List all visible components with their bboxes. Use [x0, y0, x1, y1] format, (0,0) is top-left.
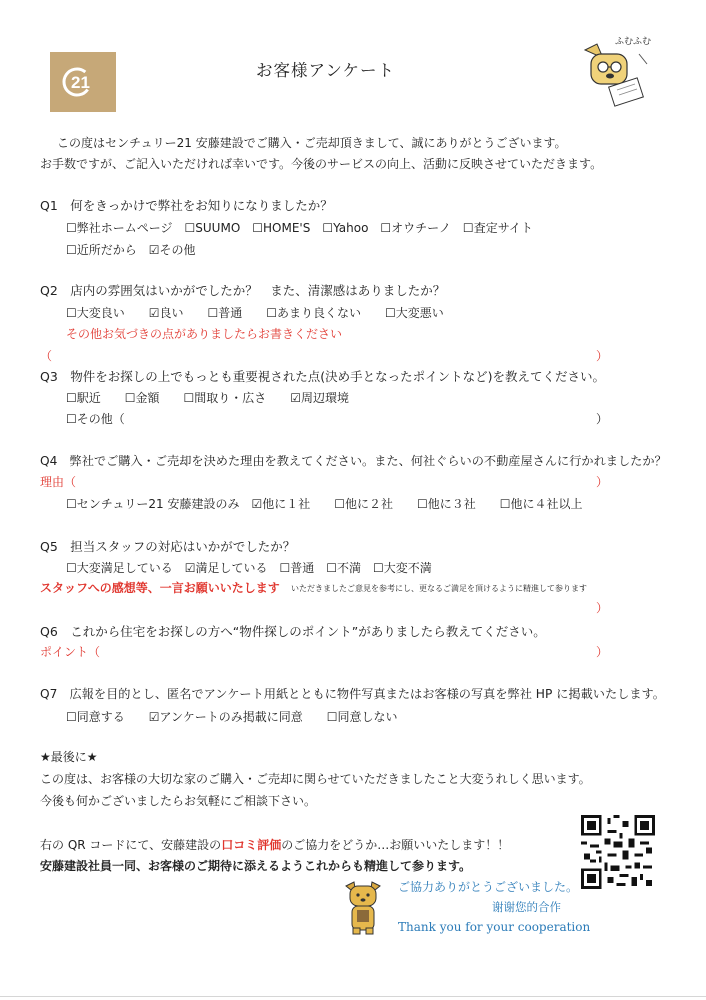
- q6-label: Q6 これから住宅をお探しの方へ“物件探しのポイント”がありましたら教えてください。: [40, 624, 546, 639]
- qr-request-post: のご協力をどうか…お願いいたします！！: [281, 838, 510, 852]
- q2-options[interactable]: ☐大変良い ☑良い ☐普通 ☐あまり良くない ☐大変悪い: [66, 306, 444, 320]
- closing-line-2: 今後も何かございましたらお気軽にご相談下さい。: [40, 794, 317, 808]
- q4-label: Q4 弊社でご購入・ご売却を決めた理由を教えてください。また、何社ぐらいの不動産屋さんに行かれましたか？: [40, 454, 667, 468]
- q5-options[interactable]: ☐大変満足している ☑満足している ☐普通 ☐不満 ☐大変不満: [66, 561, 432, 575]
- mascot-speech: ふむふむ: [615, 37, 652, 47]
- q5-label: Q5 担当スタッフの対応はいかがでしたか？: [40, 539, 296, 554]
- page-edge-line: [0, 996, 706, 997]
- q4-options[interactable]: ☐センチュリー21 安藤建設のみ ☑他に１社 ☐他に２社 ☐他に３社 ☐他に４社以上: [66, 497, 583, 511]
- q5-note: いただきましたご意見を参考にし、更なるご満足を頂けるように精進して参ります: [291, 584, 587, 593]
- thanks-english: Thank you for your cooperation: [398, 920, 591, 934]
- logo-text: 21: [71, 73, 90, 92]
- q4-paren-close: ）: [596, 475, 609, 489]
- thanks-japanese: ご協力ありがとうございました。: [398, 880, 579, 894]
- q3-options[interactable]: ☐駅近 ☐金額 ☐間取り・広さ ☑周辺環境: [66, 391, 350, 405]
- closing-heading: ★最後に★: [40, 750, 98, 764]
- q2-paren-open: （: [40, 349, 53, 363]
- q4-reason: 理由（: [40, 475, 77, 489]
- qr-request-line: [40, 836, 509, 853]
- q5-paren-close: ）: [596, 601, 609, 615]
- closing-line-1: この度は、お客様の大切な家のご購入・ご売却に関らせていただきましたこと大変うれしく思います。: [40, 772, 591, 786]
- staff-pledge: 安藤建設社員一同、お客様のご期待に添えるようこれからも精進して参ります。: [40, 859, 472, 873]
- page-title: お客様アンケート: [256, 61, 396, 80]
- qr-request-pre: 右の QR コードにて、安藤建設の: [40, 838, 222, 852]
- q6-point: ポイント（: [40, 645, 101, 659]
- intro-line-2: お手数ですが、ご記入いただければ幸いです。今後のサービスの向上、活動に反映させていただきます。: [40, 157, 603, 171]
- q2-prompt: その他お気づきの点がありましたらお書きください: [66, 327, 343, 341]
- q6-paren-close: ）: [596, 645, 609, 659]
- reading-dog-illustration: [577, 37, 655, 108]
- intro-line-1: この度はセンチュリー21 安藤建設でご購入・ご売却頂きまして、誠にありがとうございます。: [57, 136, 567, 150]
- q5-prompt: スタッフへの感想等、一言お願いいたします: [40, 581, 280, 595]
- q2-paren-close: ）: [596, 349, 609, 363]
- q3-other[interactable]: ☐その他（: [66, 412, 125, 426]
- thanks-chinese: 谢谢您的合作: [492, 900, 561, 914]
- q1-label: Q1 何をきっかけで弊社をお知りになりましたか？: [40, 198, 333, 213]
- q7-label: Q7 広報を目的とし、匿名でアンケート用紙とともに物件写真またはお客様の写真を弊社 HP に掲載いたします。: [40, 687, 665, 701]
- century21-logo: [50, 52, 116, 112]
- qr-code[interactable]: [581, 815, 655, 889]
- q1-options-row2[interactable]: ☐近所だから ☑その他: [66, 243, 196, 257]
- q3-label: Q3 物件をお探しの上でもっとも重要視された点(決め手となったポイントなど)を教えてください。: [40, 369, 606, 384]
- q1-options-row1[interactable]: ☐弊社ホームページ ☐SUUMO ☐HOME'S ☐Yahoo ☐オウチーノ ☐査定サイト: [66, 221, 533, 235]
- dog-mascot-illustration: [340, 880, 386, 936]
- qr-request-highlight: 口コミ評価: [221, 838, 282, 852]
- q7-options[interactable]: ☐同意する ☑アンケートのみ掲載に同意 ☐同意しない: [66, 710, 398, 724]
- q2-label: Q2 店内の雰囲気はいかがでしたか？ また、清潔感はありましたか？: [40, 283, 446, 298]
- q3-paren-close: ）: [596, 412, 609, 426]
